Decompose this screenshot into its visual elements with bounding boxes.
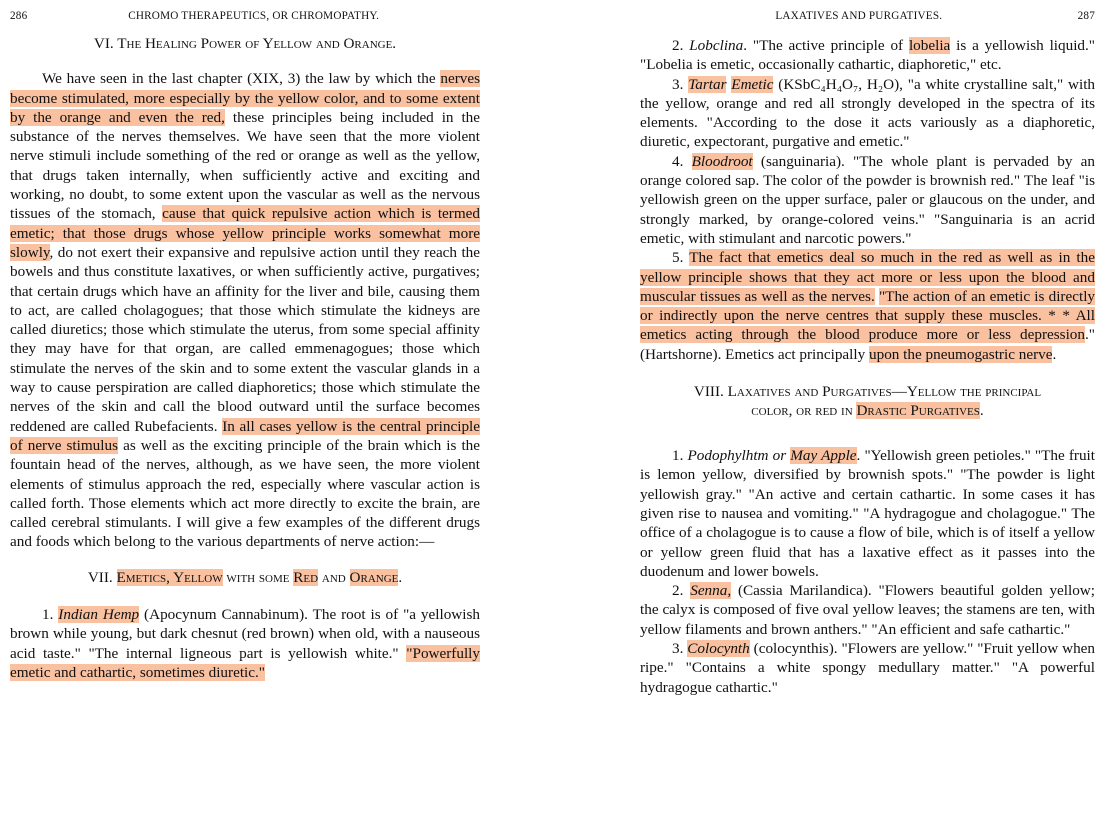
left-running-title: CHROMO THERAPEUTICS, OR CHROMOPATHY. [128,10,380,22]
right-page [640,0,1095,697]
right-running-header [640,0,1095,22]
right-running-title: LAXATIVES AND PURGATIVES. [775,10,943,22]
highlight-senna: Senna, [690,582,732,600]
item-tartar-emetic: 3. Tartar Emetic (KSbC₄H₄O₇, H₂O), "a white crystalline salt," with the yellow, orange and red all strongly developed in the spectra of its elements. "According to the dose it acts variously as a diaphoretic, diuretic, expectorant, purgative and emetic." [640,75,1096,151]
right-page-number: 287 [1077,10,1095,22]
highlight-pneumogastric: upon the pneumogastric nerve [869,345,1053,363]
highlight-action-of-emetic: "The action of an emetic is directly or indirectly upon the nerve centres that supply these muscles. [640,287,1096,325]
highlight-yellow-central-principle: In all cases yellow is the central principle of nerve stimulus [10,417,481,454]
item-bloodroot: 4. Bloodroot (sanguinaria). "The whole plant is pervaded by an orange colored sap. The color of the powder is brownish red." The leaf "is yellowish green on the upper surface, paler or glaucous on the under, and strongly marked, by orange-colored veins." "Sanguinaria is an acrid emetic, with stimulant and narcotic powers." [640,152,1095,247]
item-emetics-fact: 5. The fact that emetics deal so much in the red as well as in the yellow principle shows that they act more or less upon the blood and muscular tissues as well as the nerves. "The action of an emetic is directly or indirectly upon the nerve centres that supply these muscles. * * All emetics acting through the blood produce more or less depression." (Hartshorne). Emetics act principally upon the pneumogastric nerve. [640,249,1096,363]
highlight-drastic-purgatives: Drastic Purgatives [856,402,980,420]
paragraph-healing-power: We have seen in the last chapter (XIX, 3) the law by which the nerves become stimulated, more especially by the yellow color, and to some extent by the orange and even the red, these principles being included in the substance of the nerves themselves. We have seen that the more violent nerve stimuli include something of the red or orange as well as the yellow, that drugs taken internally, when sufficiently active and exciting and working, no doubt, to some extent upon the vascular as well as the nervous tissues of the stomach, cause that quick repulsive action which is termed emetic; that those drugs whose yellow principle works somewhat more slowly, do not exert their expansive and repulsive action until they reach the bowels and thus constitute laxatives, or when sufficiently active, purgatives; that certain drugs which have an affinity for the liver and bile, causing them to act, are called cholagogues; that those which stimulate the kidneys are called diuretics; those which stimulate the uterus, from some special affinity they may have for that organ, are called emmenagogues; those which stimulate the nerves of the skin and to some extent the vascular glands in a way to cause perspiration are called diaphoretics; those which stimulate the nerves of the skin and call the blood outward until the surface becomes reddened are called Rubefacients. In all cases yellow is the central principle of nerve stimulus as well as the exciting principle of the brain which is the fountain head of the nerves, although, as we have seen, the more violent elements of stimulus approach the red, especially where vascular action is called forth. Those elements which act more directly to excite the brain, are called cerebral stimulants. I will give a few examples of the different drugs and foods which belong to the various departments of nerve action:— [10,70,481,551]
item-colocynth: 3. Colocynth (colocynthis). "Flowers are yellow." "Fruit yellow when ripe." "Contains a white spongy medullary matter." "A powerful hydragogue cathartic." [640,640,1095,696]
highlight-red: Red [293,568,319,586]
section-6-title: VI. The Healing Power of Yellow and Orange. [93,35,397,52]
highlight-tartar: Tartar [688,75,727,93]
item-indian-hemp: 1. Indian Hemp (Apocynum Cannabinum). The root is of "a yellowish brown while young, but dark chesnut (red brown) when old, with a nauseous acid taste." "The internal ligneous part is yellowish white." "Powerfully emetic and cathartic, sometimes diuretic." [10,606,480,681]
section-8-title: VIII. Laxatives and Purgatives—Yellow the principal color, or red in Drastic Purgatives. [693,383,1042,420]
highlight-emetics-yellow: Emetics, Yellow [116,568,223,586]
highlight-powerfully-emetic: "Powerfully emetic and cathartic, sometimes diuretic." [10,644,480,681]
highlight-depression: All emetics acting through the blood produce more or less depression [640,307,1095,344]
highlight-may-apple: May Apple [790,447,857,465]
section-7-title: VII. Emetics, Yellow with some Red and Orange. [87,568,403,586]
highlight-indian-hemp: Indian Hemp [58,606,140,624]
item-senna: 2. Senna, (Cassia Marilandica). "Flowers beautiful golden yellow; the calyx is composed of five oval yellow leaves; the stamens are ten, with yellow filaments and brown anthers." "An efficient and safe cathartic." [640,582,1095,638]
highlight-orange: Orange [349,568,399,586]
highlight-nerves-stimulated: nerves become stimulated, more especially by the yellow color, and to some extent by the orange and even the red, [10,70,481,126]
left-page [10,0,480,682]
highlight-emetic-action: cause that quick repulsive action which is termed emetic; that those drugs whose yellow principle works somewhat more slowly [10,205,481,261]
left-page-number: 286 [10,10,28,22]
left-running-header [10,0,480,22]
highlight-lobelia: lobelia [908,37,951,54]
highlight-emetics-red-yellow: The fact that emetics deal so much in the red as well as in the yellow principle shows that they act more or less upon the blood and muscular tissues as well as the nerves. [640,249,1095,305]
item-may-apple: 1. Podophylhtm or May Apple. "Yellowish green petioles." "The fruit is lemon yellow, diversified by brownish spots." "The powder is light yellowish gray." "An active and certain cathartic. In some cases it has given rise to nausea and vomiting." "A hydragogue and cholagogue." The office of a cholagogue is to cause a flow of bile, which is of itself a yellow or yellow green fluid that has a laxative effect as it passes into the duodenum and lower bowels. [640,447,1095,580]
item-lobelia: 2. Lobclina. "The active principle of lobelia is a yellowish liquid." "Lobelia is emetic, occasionally cathartic, diaphoretic," etc. [640,37,1096,74]
highlight-colocynth: Colocynth [687,640,750,658]
highlight-emetic: Emetic [731,75,774,93]
highlight-bloodroot: Bloodroot [691,152,753,170]
